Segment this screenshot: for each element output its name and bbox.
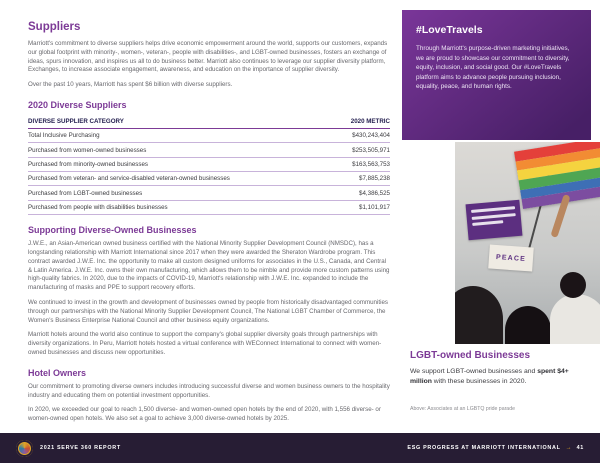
row-metric: $253,505,971 <box>331 143 390 157</box>
sign-text-line <box>471 206 515 213</box>
supporting-paragraph-3: Marriott hotels around the world also continue to support the company's global supplier diversity goals through partnerships with diversity organizations. In Peru, Marriott hotels hosted a virtual conference with WEConnect International to connect with women-owned businesses and discuss new opportunities. <box>28 331 382 356</box>
supporting-paragraph-2: We continued to invest in the growth and development of businesses owned by people from historically disadvantaged communities through our partnerships with the National Minority Supplier Development Council, The National LGBT Chamber of Commerce, the Women's Business Enterprise National Council and other business equity organizations. <box>28 299 388 324</box>
row-category: Purchased from LGBT-owned businesses <box>28 186 331 200</box>
footer-page-number: 41 <box>576 445 584 451</box>
crowd-silhouette <box>560 272 586 298</box>
row-metric: $4,386,525 <box>331 186 390 200</box>
suppliers-paragraph-1: Marriott's commitment to diverse suppliers helps drive economic empowerment around the world, supports our customers, expands our global footprint with minority-, women-, veteran-, people with disabilities-, and LGBT-owned businesses, fosters an exchange of ideas, spurs innovation, and inspires us all to do business better. Marriott also continues to leverage our supplier diversity platform, Exchanges, to increase associate engagement, awareness, and education on the importance of supplier diversity. <box>28 40 388 74</box>
table-row <box>28 157 390 171</box>
footer-bar <box>0 433 600 463</box>
crowd-silhouette <box>550 294 600 344</box>
footer-report-label: 2021 SERVE 360 REPORT <box>40 445 121 451</box>
supporting-paragraph-1: J.W.E., an Asian-American owned business certified with the National Minority Supplier Development Council (NMSDC), has a longstanding relationship with Marriott International since 2017 when they were awarded the Sheraton Wardrobe program. This contract awarded J.W.E. Inc. the opportunity to make all custom designed uniforms for associates in the U.S., Canada, and Central & Latin America. J.W.E. Inc. owns their own manufacturing, which allows them to be nimble and provide more custom patterns using high-quality fabrics. In 2020, due to the impacts of COVID-19, Marriott's relationship with J.W.E. Inc. expanded to include the manufacturing of masks and PPE to support recovery efforts. <box>28 240 390 292</box>
footer-right <box>407 445 584 451</box>
row-metric: $7,885,238 <box>331 172 390 186</box>
lgbt-businesses-section <box>410 350 584 387</box>
photo-caption: Above: Associates at an LGBTQ pride parade <box>410 406 515 412</box>
protest-sign <box>466 200 523 241</box>
table-row <box>28 186 390 200</box>
table-row <box>28 143 390 157</box>
table-row <box>28 128 390 142</box>
column-header-category: DIVERSE SUPPLIER CATEGORY <box>28 115 331 129</box>
row-category: Purchased from minority-owned businesses <box>28 157 331 171</box>
footer-section-label: ESG PROGRESS AT MARRIOTT INTERNATIONAL <box>407 445 561 451</box>
table-header-row <box>28 115 390 129</box>
crowd-silhouette <box>455 286 503 344</box>
lgbt-businesses-title: LGBT-owned Businesses <box>410 350 531 361</box>
arrow-right-icon: → <box>565 445 572 451</box>
row-category: Purchased from women-owned businesses <box>28 143 331 157</box>
suppliers-paragraph-2: Over the past 10 years, Marriott has spent $6 billion with diverse suppliers. <box>28 81 233 89</box>
supporting-title: Supporting Diverse-Owned Businesses <box>28 225 197 236</box>
diverse-suppliers-table <box>28 115 390 215</box>
lovetravels-callout <box>402 10 591 140</box>
lgbt-businesses-body <box>410 367 584 387</box>
pride-parade-photo <box>455 142 600 344</box>
table-row <box>28 200 390 214</box>
hotel-owners-paragraph-1: Our commitment to promoting diverse owners includes introducing successful diverse and women business owners to the hospitality industry and educating them on potential investment opportunities. <box>28 382 390 399</box>
suppliers-title: Suppliers <box>28 21 81 33</box>
serve-360-logo-icon <box>16 440 33 457</box>
row-category: Total Inclusive Purchasing <box>28 128 331 142</box>
hotel-owners-paragraph-2: In 2020, we exceeded our goal to reach 1,500 diverse- and women-owned open hotels by the end of 2020, with 1,556 diverse- or women-owned open hotels. We also set a goal to achieve 3,000 diverse-owned hotels by 2025. <box>28 406 381 423</box>
footer-left <box>16 440 121 457</box>
row-metric: $430,243,404 <box>331 128 390 142</box>
lgbt-body-bold: spent $4+ million <box>410 368 569 386</box>
sign-text-line <box>472 213 516 220</box>
sign-text-line <box>472 220 503 226</box>
lgbt-body-prefix: We support LGBT-owned businesses and <box>410 368 538 375</box>
peace-sign: PEACE <box>488 244 534 271</box>
row-category: Purchased from veteran- and service-disabled veteran-owned businesses <box>28 172 331 186</box>
column-header-metric: 2020 METRIC <box>331 115 390 129</box>
row-category: Purchased from people with disabilities businesses <box>28 200 331 214</box>
diverse-suppliers-title: 2020 Diverse Suppliers <box>28 99 127 110</box>
table-row <box>28 172 390 186</box>
hotel-owners-title: Hotel Owners <box>28 367 87 378</box>
lovetravels-body: Through Marriott's purpose-driven marketing initiatives, we are proud to showcase our commitment to diversity, equity, inclusion, and social good. Our #LoveTravels platform aims to advance people pursuing inclusion, equality, peace, and human rights. <box>416 45 570 91</box>
row-metric: $163,563,753 <box>331 157 390 171</box>
crowd-silhouette <box>505 306 551 344</box>
row-metric: $1,101,917 <box>331 200 390 214</box>
rainbow-flag <box>514 142 600 209</box>
main-column <box>28 21 390 430</box>
lovetravels-title: #LoveTravels <box>416 24 483 36</box>
lgbt-body-suffix: with these businesses in 2020. <box>431 378 527 386</box>
